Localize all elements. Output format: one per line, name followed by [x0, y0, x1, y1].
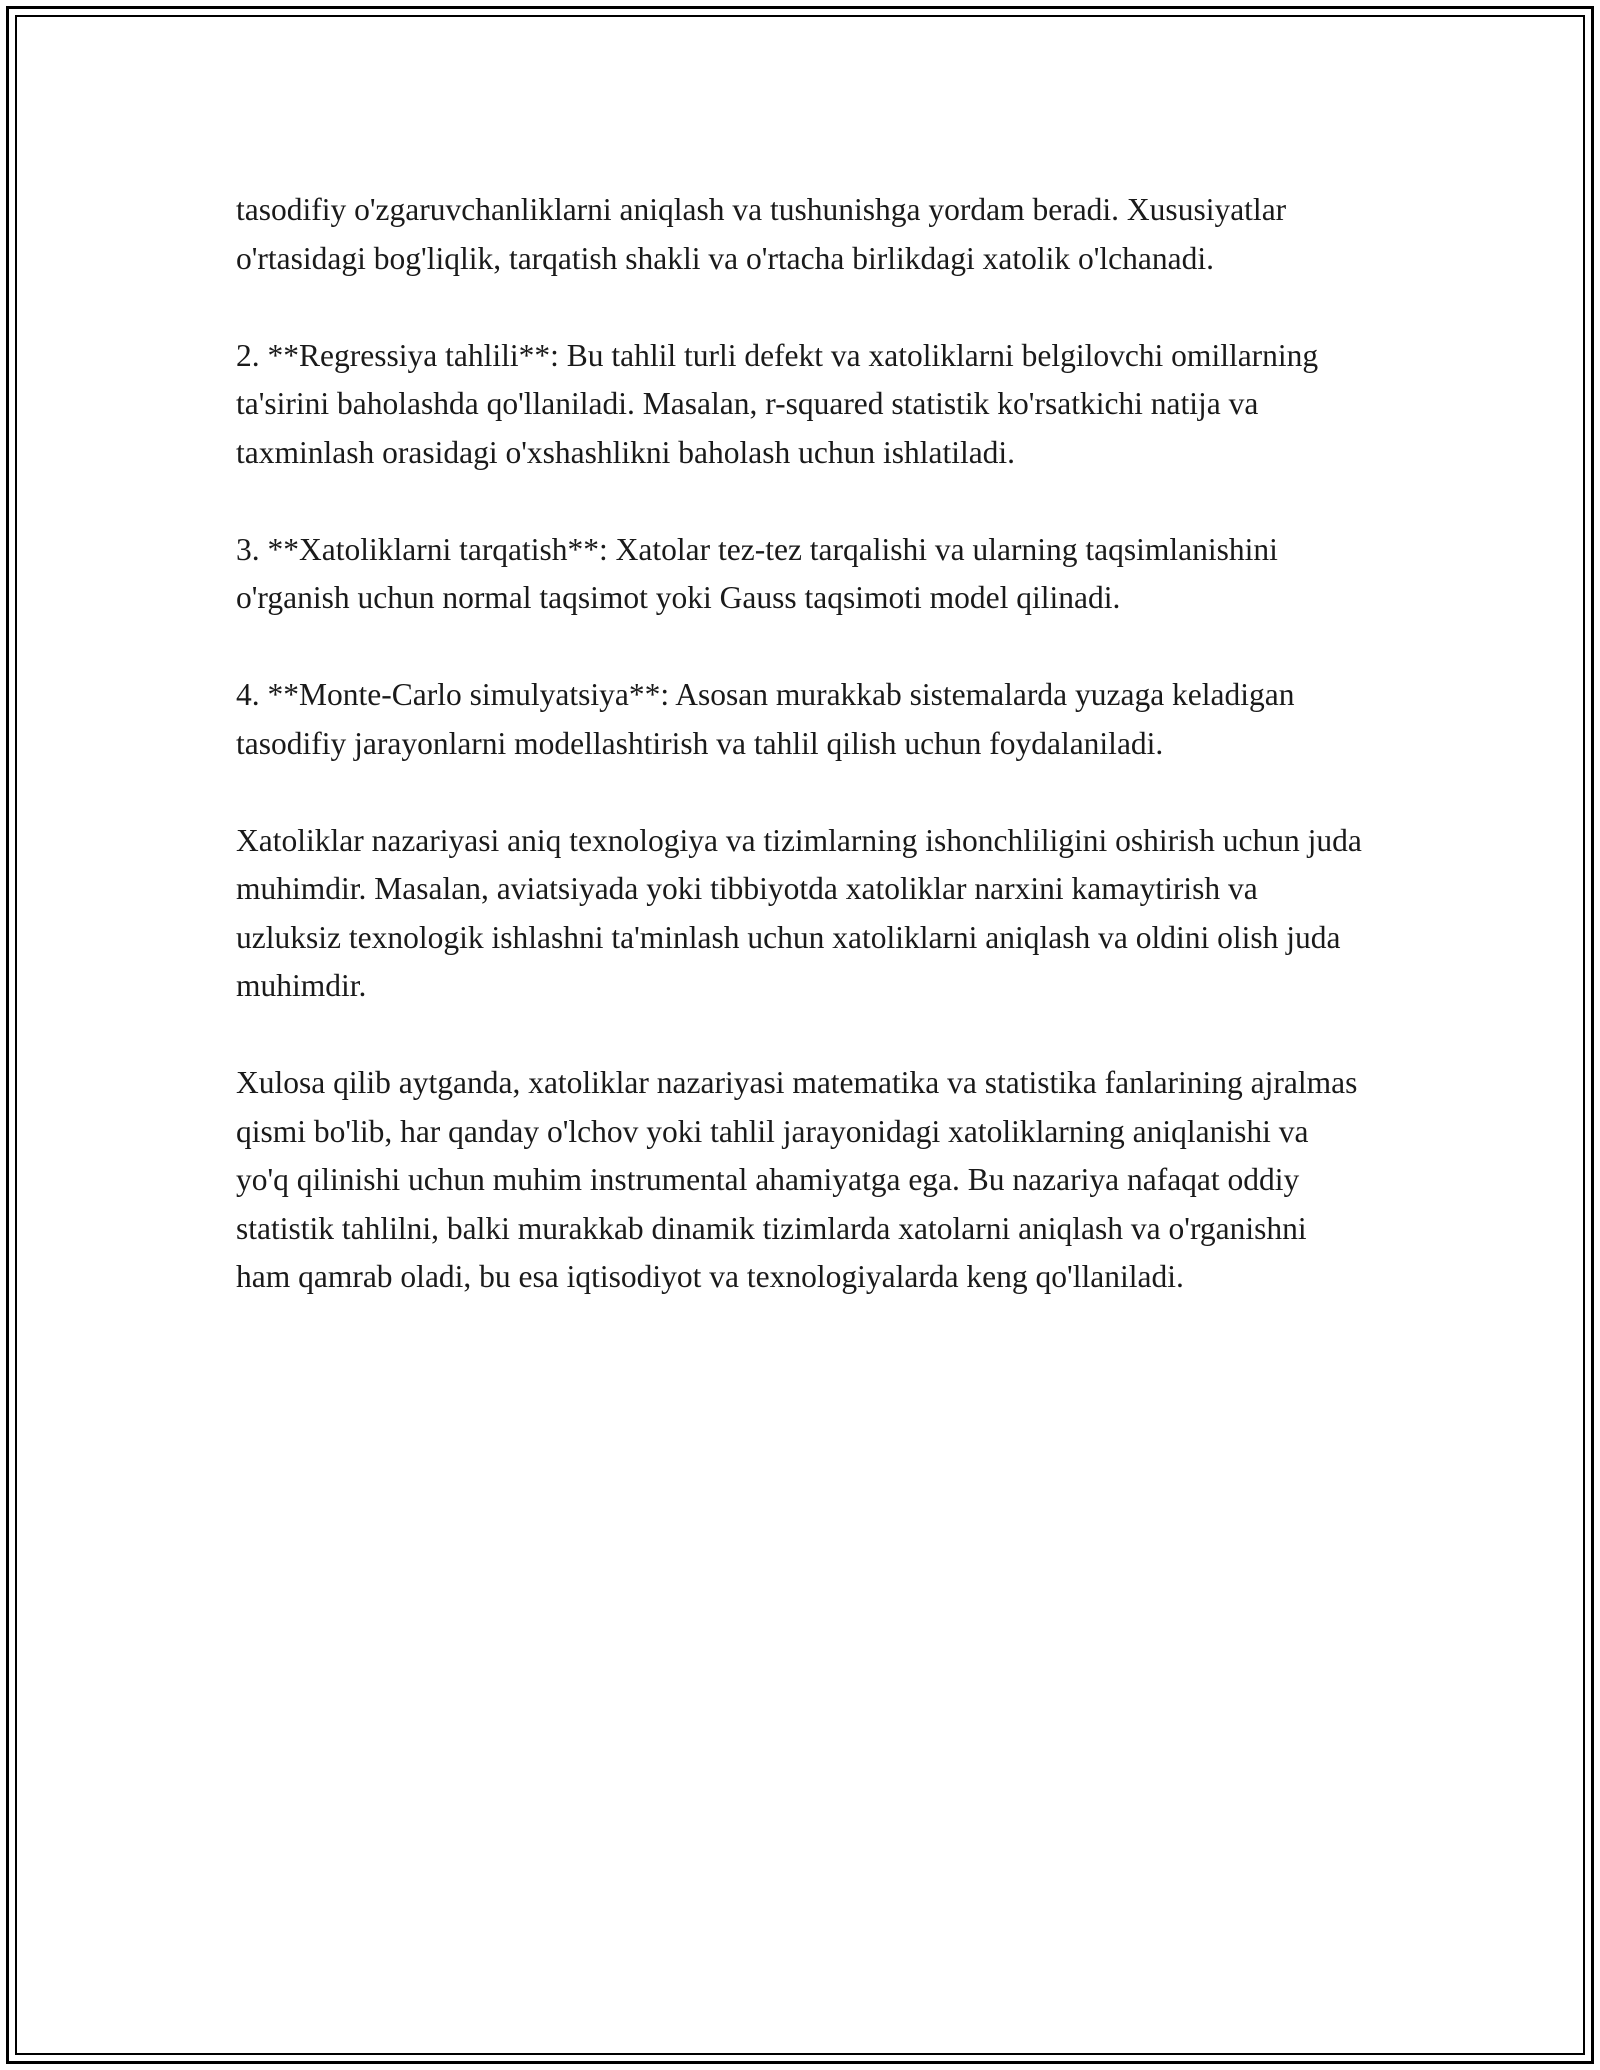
paragraph-conclusion: Xulosa qilib aytganda, xatoliklar nazariyasi matematika va statistika fanlarining ajralmas qismi bo'lib, har qanday o'lchov yoki tahlil jarayonidagi xatoliklarning aniqlanishi va yo'q qilinishi uchun muhim instrumental ahamiyatga ega. Bu nazariya nafaqat oddiy statistik tahlilni, balki murakkab dinamik tizimlarda xatolarni aniqlash va o'rganishni ham qamrab oladi, bu esa iqtisodiyot va texnologiyalarda keng qo'llaniladi. [236, 1065, 1358, 1294]
paragraph-intro-continuation: tasodifiy o'zgaruvchanliklarni aniqlash va tushunishga yordam beradi. Xususiyatlar o'rtasidagi bog'liqlik, tarqatish shakli va o'rtacha birlikdagi xatolik o'lchanadi. [236, 192, 1287, 276]
paragraph-error-distribution: 3. **Xatoliklarni tarqatish**: Xatolar tez-tez tarqalishi va ularning taqsimlanishini o'rganish uchun normal taqsimot yoki Gauss taqsimoti model qilinadi. [236, 531, 1278, 615]
paragraph-importance: Xatoliklar nazariyasi aniq texnologiya va tizimlarning ishonchliligini oshirish uchun juda muhimdir. Masalan, aviatsiyada yoki tibbiyotda xatoliklar narxini kamaytirish va uzluksiz texnologik ishlashni ta'minlash uchun xatoliklarni aniqlash va oldini olish juda muhimdir. [236, 822, 1362, 1003]
paragraph-monte-carlo: 4. **Monte-Carlo simulyatsiya**: Asosan murakkab sistemalarda yuzaga keladigan tasodifiy jarayonlarni modellashtirish va tahlil qilish uchun foydalaniladi. [236, 677, 1295, 761]
paragraph-regression-analysis: 2. **Regressiya tahlili**: Bu tahlil turli defekt va xatoliklarni belgilovchi omillarning ta'sirini baholashda qo'llaniladi. Masalan, r-squared statistik ko'rsatkichi natija va taxminlash orasidagi o'xshashlikni baholash uchun ishlatiladi. [236, 337, 1319, 470]
document-body [236, 186, 1366, 1350]
